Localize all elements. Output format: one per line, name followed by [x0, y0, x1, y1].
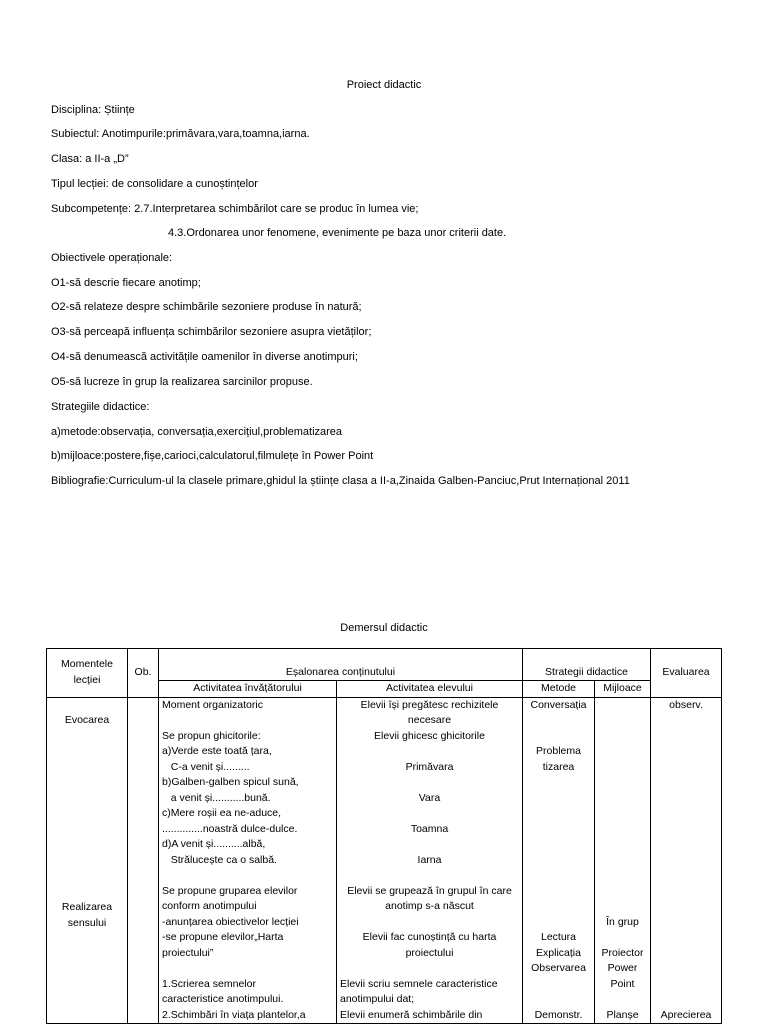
means-line — [598, 837, 647, 853]
pupil-line: anotimp s-a născut — [385, 900, 474, 912]
pupil-line: Primăvara — [405, 760, 454, 773]
method-line — [526, 806, 591, 822]
method-line — [526, 977, 591, 993]
method-line — [526, 837, 591, 853]
method-line — [526, 822, 591, 838]
pupil-line: Elevii se grupează în grupul în care — [347, 884, 512, 897]
header-line-metode: a)metode:observația, conversația,exercițiul,problematizarea — [51, 426, 343, 438]
pupil-line: Elevii își pregătesc rechizitele — [360, 698, 499, 711]
header-line-mijloace: b)mijloace:postere,fișe,carioci,calculatorul,filmulețe în Power Point — [51, 450, 374, 462]
method-line: Observarea — [531, 962, 586, 974]
means-line — [598, 992, 647, 1008]
objective-o1: O1-să descrie fiecare anotimp; — [51, 277, 201, 289]
header-activitatea-elevului: Activitatea elevului — [337, 681, 523, 698]
method-line — [526, 868, 591, 884]
method-line — [526, 915, 591, 931]
teacher-line: Moment organizatoric — [162, 698, 263, 711]
means-cell — [595, 697, 651, 1024]
header-metode: Metode — [523, 681, 595, 698]
eval-line — [654, 791, 718, 807]
method-line: Lectura — [540, 931, 577, 943]
header-activitatea-invatatorului: Activitatea învățătorului — [159, 681, 337, 698]
pupil-line — [340, 775, 519, 791]
pupil-line — [340, 868, 519, 884]
moment-realizarea-sensului: Realizarea sensului — [61, 901, 113, 929]
header-ob: Ob. — [128, 649, 159, 698]
moment-cell — [47, 697, 128, 1024]
teacher-line — [162, 713, 333, 729]
pupil-line: Elevii scriu semnele caracteristice — [340, 977, 498, 990]
teacher-line: conform anotimpului — [162, 900, 257, 912]
pupil-line: necesare — [407, 714, 452, 726]
pupil-line: proiectului — [405, 946, 454, 959]
teacher-line: -se propune elevilor„Harta — [162, 931, 284, 943]
header-line-strategii: Strategiile didactice: — [51, 401, 150, 413]
eval-line — [654, 806, 718, 822]
pupil-line — [340, 915, 519, 931]
eval-line — [654, 961, 718, 977]
eval-line — [654, 822, 718, 838]
eval-line — [654, 775, 718, 791]
means-line — [598, 760, 647, 776]
moment-evocarea: Evocarea — [64, 713, 110, 726]
means-line — [598, 822, 647, 838]
eval-line — [654, 992, 718, 1008]
header-esalonarea: Eșalonarea conținutului — [159, 649, 523, 681]
header-mijloace: Mijloace — [595, 681, 651, 698]
ob-cell — [128, 697, 159, 1024]
means-line — [598, 899, 647, 915]
means-line: Point — [610, 977, 635, 990]
means-line — [598, 698, 647, 714]
method-line — [526, 729, 591, 745]
header-line-clasa: Clasa: a II-a „D” — [51, 153, 129, 165]
teacher-line: C-a venit și......... — [162, 760, 250, 773]
method-line: Explicația — [536, 946, 581, 959]
means-line — [598, 868, 647, 884]
teacher-activity-cell — [159, 697, 337, 1024]
teacher-line: d)A venit și..........albă, — [162, 838, 266, 850]
method-line — [526, 992, 591, 1008]
eval-line: observ. — [669, 698, 703, 711]
means-line: În grup — [606, 915, 639, 928]
teacher-line: a)Verde este toată țara, — [162, 745, 272, 757]
teacher-line: -anunțarea obiectivelor lecției — [162, 915, 299, 928]
method-line — [526, 899, 591, 915]
pupil-line: Iarna — [417, 853, 442, 866]
means-line — [598, 930, 647, 946]
header-line-obiective: Obiectivele operaționale: — [51, 252, 173, 264]
eval-line — [654, 837, 718, 853]
means-line — [598, 806, 647, 822]
lesson-table — [46, 648, 722, 1024]
means-line — [598, 775, 647, 791]
pupil-activity-cell — [337, 697, 523, 1024]
method-line: tizarea — [542, 760, 575, 773]
method-line — [526, 775, 591, 791]
method-line: Conversația — [530, 698, 587, 711]
teacher-line: a venit și...........bună. — [162, 791, 271, 804]
pupil-line: Elevii fac cunoștință cu harta — [362, 931, 497, 943]
method-line — [526, 713, 591, 729]
means-line: Planșe — [606, 1008, 639, 1021]
header-momentele: Momentele lecției — [47, 649, 128, 698]
header-line-bibliografie: Bibliografie:Curriculum-ul la clasele primare,ghidul la științe clasa a II-a,Zinaida Galben-Panciuc,Prut Internațional 2011 — [51, 475, 630, 487]
objective-o4: O4-să denumească activitățile oamenilor în diverse anotimpuri; — [51, 351, 358, 363]
teacher-line: 2.Schimbări în viața plantelor,a — [162, 1008, 306, 1021]
eval-line — [654, 915, 718, 931]
teacher-line: proiectului” — [162, 946, 214, 959]
eval-line — [654, 713, 718, 729]
eval-line: Aprecierea — [660, 1008, 712, 1021]
method-line: Demonstr. — [534, 1008, 583, 1021]
header-strategii: Strategii didactice — [523, 649, 651, 681]
header-line-disciplina: Disciplina: Științe — [51, 104, 135, 116]
objective-o5: O5-să lucreze în grup la realizarea sarcinilor propuse. — [51, 376, 313, 388]
objective-o2: O2-să relateze despre schimbările sezoniere produse în natură; — [51, 301, 362, 313]
demers-title: Demersul didactic — [340, 622, 428, 634]
header-evaluarea: Evaluarea — [651, 649, 722, 698]
means-line: Proiector — [601, 946, 644, 959]
means-line: Power — [607, 962, 638, 974]
eval-line — [654, 760, 718, 776]
eval-line — [654, 977, 718, 993]
header-line-subiectul: Subiectul: Anotimpurile:primăvara,vara,toamna,iarna. — [51, 128, 310, 140]
eval-line — [654, 946, 718, 962]
pupil-line: anotimpului dat; — [340, 993, 415, 1005]
eval-line — [654, 853, 718, 869]
teacher-line: Se propun ghicitorile: — [162, 729, 261, 742]
means-line — [598, 884, 647, 900]
eval-line — [654, 899, 718, 915]
method-line — [526, 791, 591, 807]
document-title: Proiect didactic — [346, 79, 422, 91]
teacher-line: 1.Scrierea semnelor — [162, 977, 256, 990]
pupil-line — [340, 744, 519, 760]
means-line — [598, 853, 647, 869]
methods-cell — [523, 697, 595, 1024]
pupil-line — [340, 837, 519, 853]
teacher-line: b)Galben-galben spicul sună, — [162, 776, 299, 788]
eval-line — [654, 884, 718, 900]
eval-line — [654, 868, 718, 884]
header-line-subcompetente: Subcompetențe: 2.7.Interpretarea schimbărilot care se produc în lumea vie; — [51, 203, 419, 215]
pupil-line: Elevii ghicesc ghicitorile — [374, 729, 485, 742]
method-line — [526, 884, 591, 900]
eval-line — [654, 744, 718, 760]
method-line — [526, 853, 591, 869]
means-line — [598, 729, 647, 745]
means-line — [598, 713, 647, 729]
header-line-tipul-lectiei: Tipul lecției: de consolidare a cunoștințelor — [51, 178, 258, 190]
pupil-line — [340, 806, 519, 822]
table-row — [47, 697, 722, 1024]
teacher-line: ..............noastră dulce-dulce. — [162, 822, 298, 835]
objective-o3: O3-să perceapă influența schimbărilor sezoniere asupra vietăților; — [51, 326, 372, 338]
teacher-line: Strălucește ca o salbă. — [162, 853, 277, 866]
pupil-line — [340, 961, 519, 977]
teacher-line: Se propune gruparea elevilor — [162, 884, 298, 897]
eval-line — [654, 729, 718, 745]
header-line-subcompetenta-2: 4.3.Ordonarea unor fenomene, evenimente pe baza unor criterii date. — [168, 227, 507, 239]
means-line — [598, 744, 647, 760]
pupil-line: Vara — [418, 791, 441, 804]
teacher-line — [162, 961, 333, 977]
pupil-line: Toamna — [410, 822, 449, 835]
method-line: Problema — [536, 745, 581, 757]
teacher-line — [162, 868, 333, 884]
evaluation-cell — [651, 697, 722, 1024]
eval-line — [654, 930, 718, 946]
pupil-line: Elevii enumeră schimbările din — [340, 1008, 483, 1021]
teacher-line: c)Mere roșii ea ne-aduce, — [162, 807, 282, 819]
means-line — [598, 791, 647, 807]
teacher-line: caracteristice anotimpului. — [162, 993, 284, 1005]
